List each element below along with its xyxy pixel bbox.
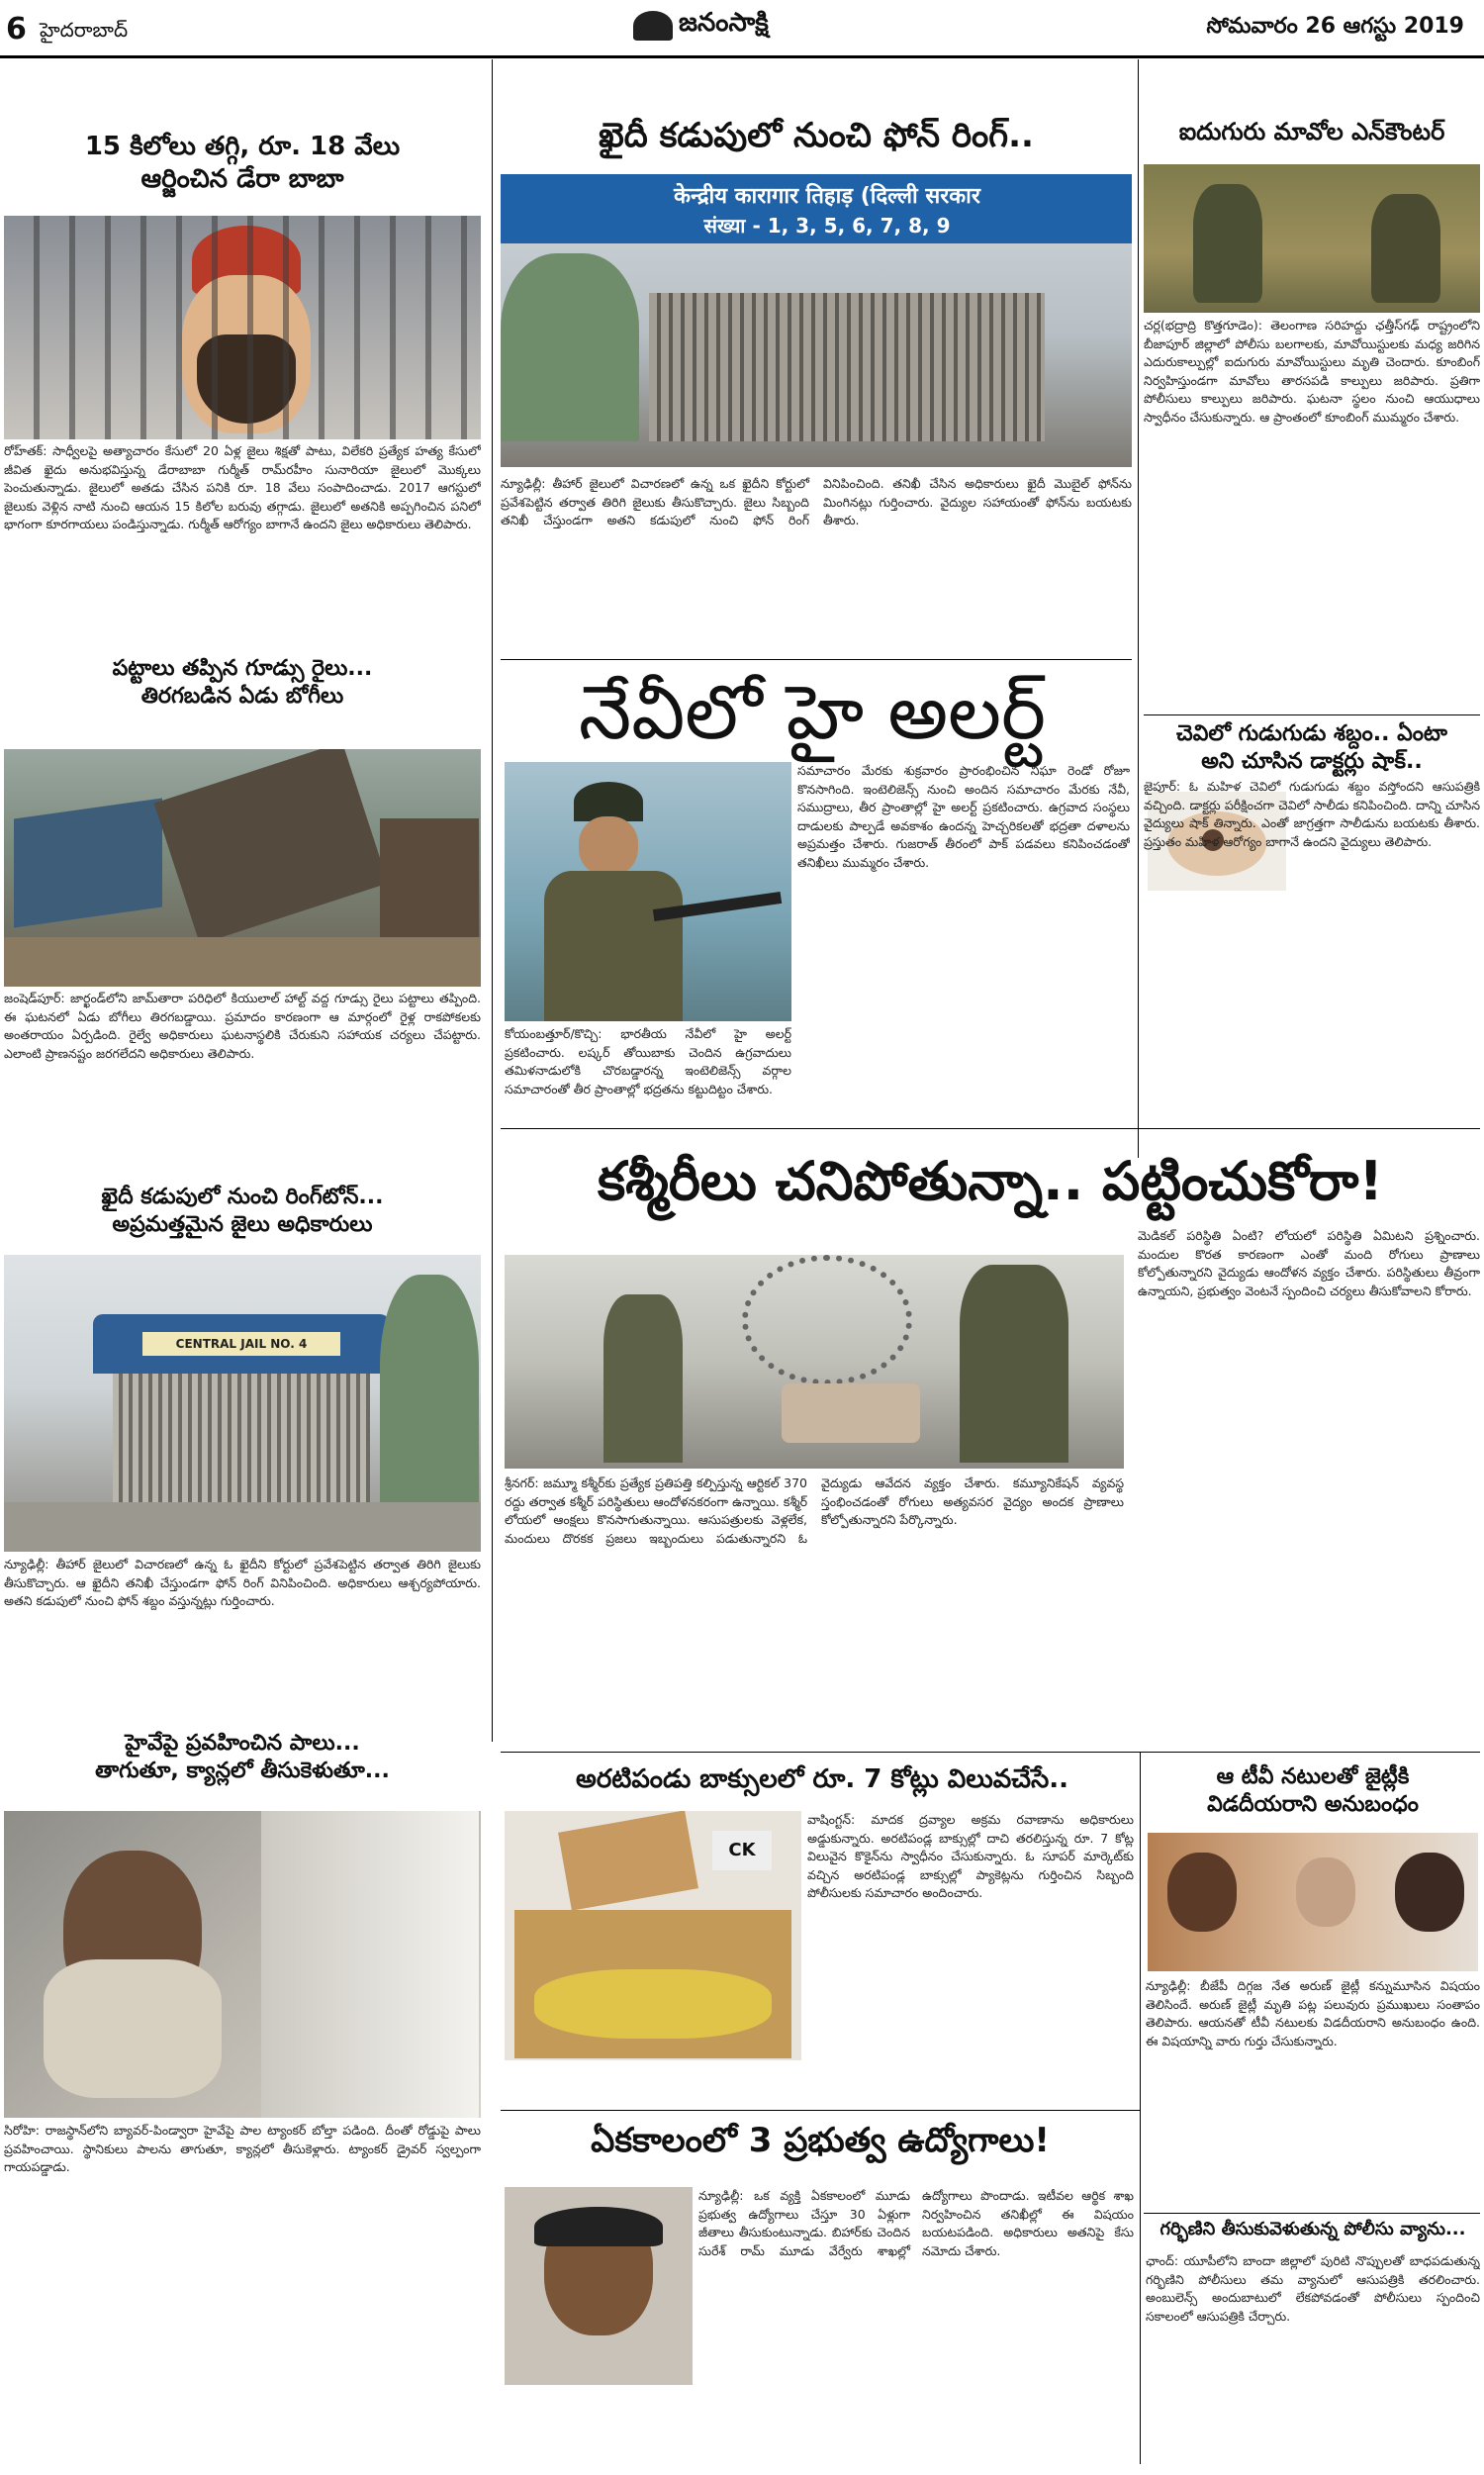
headline: 15 కిలోలు తగ్గి, రూ. 18 వేలు ఆర్జించిన డేరా బాబా: [84, 132, 401, 194]
box-label: CK: [712, 1831, 772, 1870]
headline: చెవిలో గుడుగుడు శబ్దం.. ఏంటా అని చూసిన డాక్టర్లు షాక్..: [1176, 721, 1447, 774]
story-body: న్యూఢిల్లీ: ఒక వ్యక్తి ఏకకాలంలో మూడు ప్రభుత్వ ఉద్యోగాలు చేస్తూ 30 ఏళ్లుగా జీతాలు తీసుకుంటున్నాడు. బిహార్‌కు చెందిన సురేశ్ రామ్ మూడు వేర్వేరు శాఖల్లో ఉద్యోగాలు పొందాడు. ఇటీవల ఆర్థిక శాఖ నిర్వహించిన తనిఖీల్లో ఈ విషయం బయటపడింది. అధికారులు అతనిపై కేసు నమోదు చేశారు.: [698, 2188, 1134, 2258]
headline: హైవేపై ప్రవహించిన పాలు... తాగుతూ, క్యాన్లలో తీసుకెళుతూ...: [95, 1731, 390, 1783]
headline: అరటిపండు బాక్సులలో రూ. 7 కోట్లు విలువచేసే..: [576, 1764, 1068, 1794]
section-rule: [1144, 2213, 1480, 2214]
photo-banana-boxes: [505, 1811, 801, 2060]
section-rule: [501, 1128, 1480, 1129]
masthead-logo-icon: [633, 11, 673, 41]
story-body: జంషెడ్‌పూర్: జార్ఖండ్‌లోని జామ్‌తారా పరిధిలో కియులాల్ హాల్ట్ వద్ద గూడ్సు రైలు పట్టాలు తప్పింది. ఈ ఘటనలో ఏడు బోగీలు తిరగబడ్డాయి. ప్రమాదం కారణంగా ఆ మార్గంలో రైళ్ల రాకపోకలకు అంతరాయం ఏర్పడింది. రైల్వే అధికారులు ఘటనాస్థలికి చేరుకుని సహాయక చర్యలు చేపట్టారు. ఎలాంటి ప్రాణనష్టం జరగలేదని అధికారులు తెలిపారు.: [4, 991, 481, 1061]
issue-date: సోమవారం 26 ఆగస్టు 2019: [1206, 14, 1464, 39]
headline: ఖైదీ కడుపులో నుంచి ఫోన్ రింగ్..: [599, 116, 1034, 155]
jail-sign: CENTRAL JAIL NO. 4: [142, 1332, 340, 1356]
column-divider: [492, 59, 493, 1742]
story-body: జైపూర్: ఓ మహిళ చెవిలో గుడుగుడు శబ్దం వస్తోందని ఆసుపత్రికి వచ్చింది. డాక్టర్లు పరీక్షించగా చెవిలో సాలీడు కనిపించింది. దాన్ని చూసిన వైద్యులు షాక్ తిన్నారు. ఎంతో జాగ్రత్తగా సాలీడును బయటకు తీశారు. ప్రస్తుతం మహిళ ఆరోగ్యం బాగానే ఉందని వైద్యులు తెలిపారు.: [1144, 779, 1480, 849]
story-body: శ్రీనగర్: జమ్మూ కశ్మీర్‌కు ప్రత్యేక ప్రతిపత్తి కల్పిస్తున్న ఆర్టికల్ 370 రద్దు తర్వాత కశ్మీర్ పరిస్థితులు ఆందోళనకరంగా ఉన్నాయి. కశ్మీర్ లోయలో ఆంక్షలు కొనసాగుతున్నాయి. ఆసుపత్రులకు వెళ్లలేక, మందులు దొరకక ప్రజలు ఇబ్బందులు పడుతున్నారని ఓ వైద్యుడు ఆవేదన వ్యక్తం చేశారు. కమ్యూనికేషన్ వ్యవస్థ స్తంభించడంతో రోగులు అత్యవసర వైద్యం అందక ప్రాణాలు కోల్పోతున్నారని పేర్కొన్నారు.: [505, 1475, 1124, 1546]
section-rule: [501, 2110, 1140, 2111]
header-rule: [0, 55, 1484, 58]
story-body: న్యూఢిల్లీ: తీహార్ జైలులో విచారణలో ఉన్న ఒక ఖైదీని కోర్టులో ప్రవేశపెట్టిన తర్వాత తిరిగి జైలుకు తీసుకొచ్చారు. జైలు సిబ్బంది తనిఖీ చేస్తుండగా అతని కడుపులో నుంచి ఫోన్ రింగ్ వినిపించింది. తనిఖీ చేసిన అధికారులు ఖైదీ మొబైల్ ఫోన్‌ను మింగినట్లు గుర్తించారు. వైద్యుల సహాయంతో ఫోన్‌ను బయటకు తీశారు.: [501, 476, 1132, 527]
column-divider: [1140, 1752, 1141, 2464]
masthead-name: జనంసాక్షి: [679, 8, 769, 38]
column-divider: [1138, 59, 1139, 1158]
headline: పట్టాలు తప్పిన గూడ్సు రైలు... తిరగబడిన ఏడు బోగీలు: [112, 656, 373, 709]
photo-maoist-encounter: [1144, 164, 1480, 313]
photo-navy-soldier: [505, 762, 791, 1021]
headline: గర్భిణిని తీసుకువెళుతున్న పోలీసు వ్యాను...: [1159, 2219, 1466, 2239]
headline: ఐదుగురు మావోల ఎన్‌కౌంటర్: [1178, 118, 1445, 145]
section-rule: [1144, 714, 1480, 715]
headline: కశ్మీరీలు చనిపోతున్నా.. పట్టించుకోరా!: [597, 1150, 1384, 1212]
headline: నేవీలో హై అలర్ట్: [578, 668, 1047, 756]
page-header: [0, 0, 1484, 59]
headline: ఏకకాలంలో 3 ప్రభుత్వ ఉద్యోగాలు!: [591, 2121, 1050, 2160]
headline: ఖైదీ కడుపులో నుంచి రింగ్‌టోన్... అప్రమత్తమైన జైలు అధికారులు: [101, 1185, 384, 1237]
tihar-sign-line2: संख्या - 1, 3, 5, 6, 7, 8, 9: [703, 214, 951, 238]
section-rule: [501, 1752, 1480, 1753]
story-body: చర్ల(భద్రాద్రి కొత్తగూడెం): తెలంగాణ సరిహద్దు ఛత్తీస్‌గఢ్ రాష్ట్రంలోని బీజాపూర్ జిల్లాలో పోలీసు బలగాలకు, మావోయిస్టులకు మధ్య జరిగిన ఎదురుకాల్పుల్లో ఐదుగురు మావోయిస్టులు మృతి చెందారు. కూంబింగ్ నిర్వహిస్తుండగా మావోలు తారసపడి కాల్పులు జరిపారు. ప్రతిగా పోలీసులు కాల్పులు జరిపారు. ఘటనా స్థలం నుంచి ఆయుధాలు స్వాధీనం చేసుకున్నారు. ఆ ప్రాంతంలో కూంబింగ్ ముమ్మరం చేశారు.: [1144, 318, 1480, 425]
edition-city: హైదరాబాద్: [40, 18, 129, 42]
story-body: సమాచారం మేరకు శుక్రవారం ప్రారంభించిన నిఘా రెండో రోజూ కొనసాగింది. ఇంటెలిజెన్స్ నుంచి అందిన సమాచారం మేరకు నేవీ, సముద్రాలు, తీర ప్రాంతాల్లో హై అలర్ట్ ప్రకటించారు. ఉగ్రవాద సంస్థలు దాడులకు పాల్పడే అవకాశం ఉందన్న హెచ్చరికలతో భద్రతా దళాలను అప్రమత్తం చేశారు. గుజరాత్ తీరంలో పాక్ పడవలు కనిపించడంతో తనిఖీలు ముమ్మరం చేశారు.: [797, 763, 1130, 870]
story-body: ఛాంద్: యూపీలోని బాందా జిల్లాలో పురిటి నొప్పులతో బాధపడుతున్న గర్భిణిని పోలీసులు తమ వ్యానులో ఆసుపత్రికి తరలించారు. అంబులెన్స్ అందుబాటులో లేకపోవడంతో పోలీసులు స్పందించి సకాలంలో ఆసుపత్రికి చేర్చారు.: [1146, 2253, 1480, 2324]
tihar-sign-line1: केन्द्रीय कारागार तिहाड़ (दिल्ली सरकार: [674, 184, 980, 209]
headline: ఆ టీవీ నటులతో జైట్లీకి విడదీయరాని అనుబంధం: [1207, 1764, 1419, 1817]
story-body: రోహ్‌తక్: సాధ్వీలపై అత్యాచారం కేసులో 20 ఏళ్ల జైలు శిక్షతో పాటు, విలేకరి ప్రత్యేక హత్య కేసులో జీవిత ఖైదు అనుభవిస్తున్న డేరాబాబా గుర్మీత్ రామ్‌రహీం సునారియా జైలులో మొక్కలు పెంచుతున్నాడు. జైలులో అతడు చేసిన పనికి రూ. 18 వేలు సంపాదించాడు. 2017 ఆగస్టులో జైలుకు వెళ్లిన నాటి నుంచి ఆయన 15 కిలోల బరువు తగ్గాడు. జైలులో అతనికి అప్పగించిన పనిలో భాగంగా కూరగాయలు పండిస్తున్నాడు. గుర్మీత్ ఆరోగ్యం బాగానే ఉందని జైలు అధికారులు తెలిపారు.: [4, 443, 481, 531]
story-body: సిరోహి: రాజస్థాన్‌లోని బ్యావర్-పిండ్వారా హైవేపై పాల ట్యాంకర్ బోల్తా పడింది. దీంతో రోడ్డుపై పాలు ప్రవహించాయి. స్థానికులు పాలను తాగుతూ, క్యాన్లలో తీసుకెళ్లారు. ట్యాంకర్ డ్రైవర్ స్వల్పంగా గాయపడ్డాడు.: [4, 2123, 481, 2174]
masthead: [633, 4, 851, 48]
story-body: న్యూఢిల్లీ: బీజేపీ దిగ్గజ నేత అరుణ్ జైట్లీ కన్నుమూసిన విషయం తెలిసిందే. అరుణ్ జైట్లీ మృతి పట్ల పలువురు ప్రముఖులు సంతాపం తెలిపారు. ఆయనతో టీవీ నటులకు విడదీయరాని అనుబంధం ఉంది. ఈ విషయాన్ని వారు గుర్తు చేసుకున్నారు.: [1146, 1978, 1480, 2048]
section-rule: [501, 659, 1132, 660]
photo-jaitley-actors: [1148, 1833, 1478, 1971]
photo-milk-highway: [4, 1811, 481, 2118]
photo-dera-baba: [4, 216, 481, 439]
story-body: వాషింగ్టన్: మాదక ద్రవ్యాల అక్రమ రవాణాను అధికారులు అడ్డుకున్నారు. అరటిపండ్ల బాక్సుల్లో దాచి తరలిస్తున్న రూ. 7 కోట్ల విలువైన కొకైన్‌ను స్వాధీనం చేసుకున్నారు. ఓ సూపర్ మార్కెట్‌కు వచ్చిన అరటిపండ్ల బాక్సుల్లో ప్యాకెట్లను గుర్తించిన సిబ్బంది పోలీసులకు సమాచారం అందించారు.: [807, 1812, 1134, 1900]
story-body: న్యూఢిల్లీ: తీహార్ జైలులో విచారణలో ఉన్న ఓ ఖైదీని కోర్టులో ప్రవేశపెట్టిన తర్వాత తిరిగి జైలుకు తీసుకొచ్చారు. ఆ ఖైదీని తనిఖీ చేస్తుండగా ఫోన్ రింగ్ వినిపించింది. అధికారులు ఆశ్చర్యపోయారు. అతని కడుపులో నుంచి ఫోన్ శబ్దం వస్తున్నట్లు గుర్తించారు.: [4, 1557, 481, 1608]
page-number: 6: [6, 12, 27, 47]
story-body: కోయంబత్తూర్/కొచ్చి: భారతీయ నేవీలో హై అలర్ట్ ప్రకటించారు. లష్కర్ తోయిబాకు చెందిన ఉగ్రవాదులు తమిళనాడులోకి చొరబడ్డారన్న ఇంటెలిజెన్స్ వర్గాల సమాచారంతో తీర ప్రాంతాల్లో భద్రతను కట్టుదిట్టం చేశారు.: [505, 1026, 791, 1096]
photo-central-jail: [4, 1255, 481, 1552]
photo-suresh-ram: [505, 2187, 693, 2385]
story-body: మెడికల్ పరిస్థితి ఏంటి? లోయలో పరిస్థితి ఏమిటని ప్రశ్నించారు. మందుల కొరత కారణంగా ఎంతో మంది రోగులు ప్రాణాలు కోల్పోతున్నారని వైద్యుడు ఆందోళన వ్యక్తం చేశారు. పరిస్థితులు తీవ్రంగా ఉన్నాయని, ప్రభుత్వం వెంటనే స్పందించి చర్యలు తీసుకోవాలని కోరారు.: [1138, 1228, 1480, 1298]
photo-tihar-jail: [501, 174, 1132, 467]
photo-derailed-train: [4, 749, 481, 987]
photo-kashmir-security: [505, 1255, 1124, 1469]
